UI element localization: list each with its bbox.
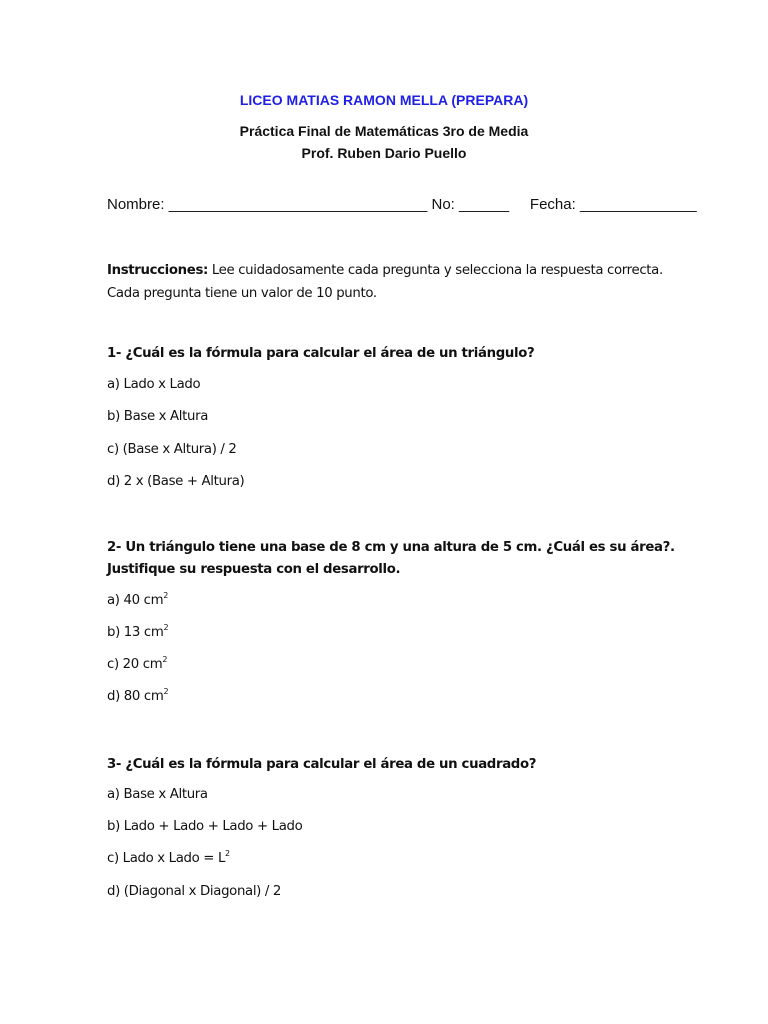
nombre-blank: _______________________________ xyxy=(168,196,428,213)
q2-option-c: c) 20 $cm^2$ xyxy=(107,655,168,672)
teacher-name: Prof. Ruben Dario Puello xyxy=(301,145,467,161)
q3-option-a: a) Base x Altura xyxy=(107,787,208,802)
question-2-line2: Justifique su respuesta con el desarrollo. xyxy=(107,562,401,577)
fecha-blank: ______________ xyxy=(579,196,697,213)
q3-option-d: d) (Diagonal x Diagonal) / 2 xyxy=(107,884,281,899)
no-label: No: xyxy=(431,196,455,213)
q2-option-a: a) 40 $cm^2$ xyxy=(107,591,168,608)
question-1: 1- ¿Cuál es la fórmula para calcular el área de un triángulo? xyxy=(107,346,535,361)
instructions xyxy=(107,259,707,305)
q3-option-c: c) Lado x Lado = $L^2$ xyxy=(107,849,230,866)
q2-option-b: b) 13 $cm^2$ xyxy=(107,623,169,640)
instructions-line2: Cada pregunta tiene un valor de 10 punto. xyxy=(107,286,377,301)
instructions-line1: Lee cuidadosamente cada pregunta y selecciona la respuesta correcta. xyxy=(207,263,663,278)
q1-option-b: b) Base x Altura xyxy=(107,409,209,424)
fecha-label: Fecha: xyxy=(529,196,576,213)
nombre-label: Nombre: xyxy=(107,196,165,213)
instructions-label: Instrucciones: xyxy=(107,263,208,278)
question-2 xyxy=(107,537,687,581)
q1-option-c: c) (Base x Altura) / 2 xyxy=(107,442,237,457)
q1-option-d: d) 2 x (Base + Altura) xyxy=(107,474,245,489)
question-2-line1: 2- Un triángulo tiene una base de 8 cm y una altura de 5 cm. ¿Cuál es su área?. xyxy=(107,540,675,555)
exam-title: Práctica Final de Matemáticas 3ro de Media xyxy=(239,123,529,139)
q2-option-d: d) 80 $cm^2$ xyxy=(107,687,169,704)
q1-option-a: a) Lado x Lado xyxy=(107,377,201,392)
question-3: 3- ¿Cuál es la fórmula para calcular el área de un cuadrado? xyxy=(107,757,537,772)
student-fields xyxy=(107,196,697,213)
no-blank: ______ xyxy=(459,196,510,213)
q3-option-b: b) Lado + Lado + Lado + Lado xyxy=(107,819,303,834)
school-name: LICEO MATIAS RAMON MELLA (PREPARA) xyxy=(239,92,529,108)
